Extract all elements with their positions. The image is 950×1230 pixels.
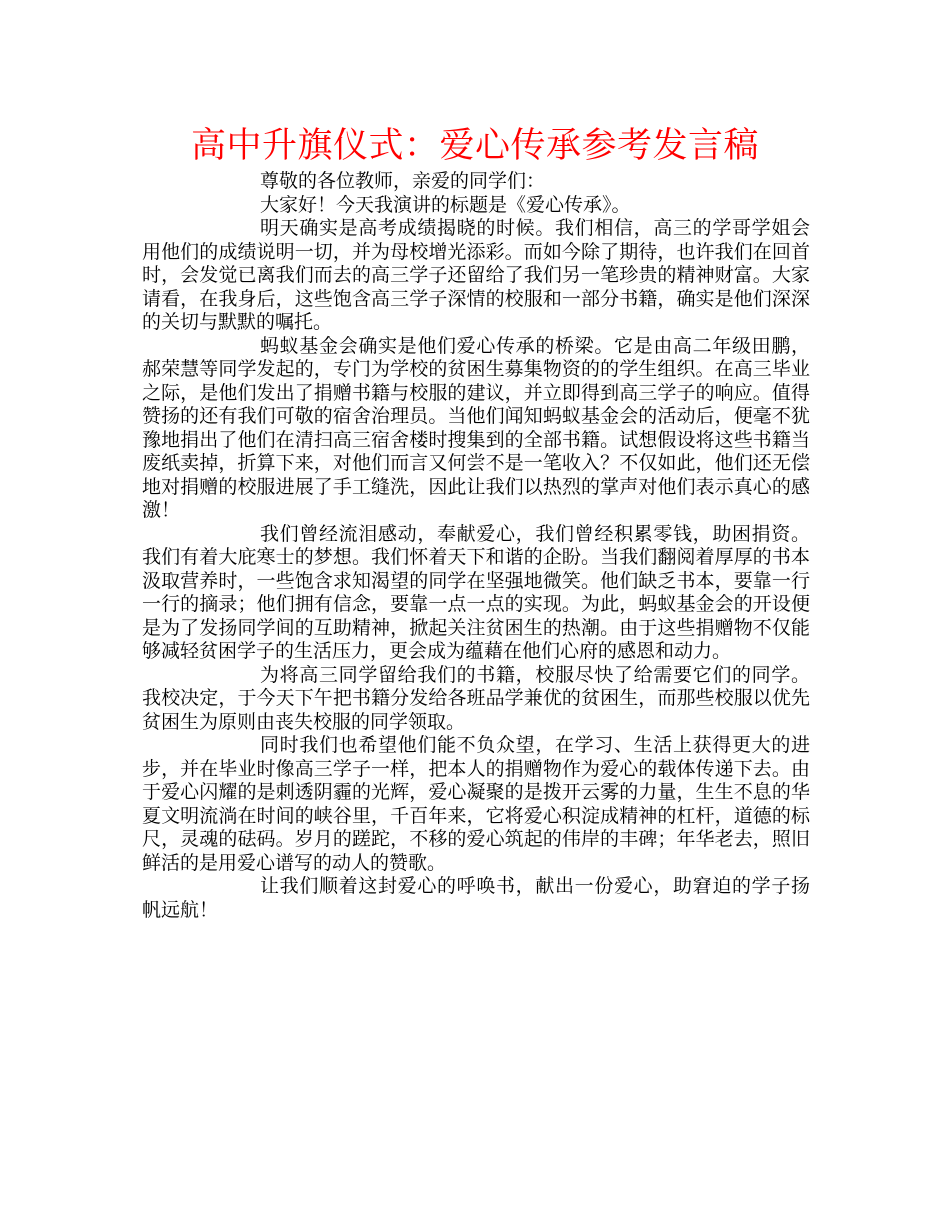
document-body (142, 170, 810, 922)
paragraph-intro: 大家好！今天我演讲的标题是《爱心传承》。 (260, 193, 631, 216)
paragraph-closing: 让我们顺着这封爱心的呼唤书，献出一份爱心，助窘迫的学子扬帆远航！ (142, 875, 810, 921)
paragraph: 明天确实是高考成绩揭晓的时候。我们相信，高三的学哥学姐会用他们的成绩说明一切，并为母校增光添彩。而如今除了期待，也许我们在回首时，会发觉已离我们而去的高三学子还留给了我们另一笔珍贵的精神财富。大家请看，在我身后，这些饱含高三学子深情的校服和一部分书籍，确实是他们深深的关切与默默的嘱托。 (142, 217, 810, 333)
paragraph: 蚂蚁基金会确实是他们爱心传承的桥梁。它是由高二年级田鹏，郝荣慧等同学发起的，专门为学校的贫困生募集物资的的学生组织。在高三毕业之际，是他们发出了捐赠书籍与校服的建议，并立即得到高三学子的响应。值得赞扬的还有我们可敬的宿舍治理员。当他们闻知蚂蚁基金会的活动后，便毫不犹豫地捐出了他们在清扫高三宿舍楼时搜集到的全部书籍。试想假设将这些书籍当废纸卖掉，折算下来，对他们而言又何尝不是一笔收入？不仅如此，他们还无偿地对捐赠的校服进展了手工缝洗，因此让我们以热烈的掌声对他们表示真心的感激！ (142, 334, 810, 521)
paragraph: 同时我们也希望他们能不负众望，在学习、生活上获得更大的进步，并在毕业时像高三学子一样，把本人的捐赠物作为爱心的载体传递下去。由于爱心闪耀的是刺透阴霾的光辉，爱心凝聚的是拨开云雾的力量，生生不息的华夏文明流淌在时间的峡谷里，千百年来，它将爱心积淀成精神的杠杆，道德的标尺，灵魂的砝码。岁月的蹉跎，不移的爱心筑起的伟岸的丰碑；年华老去，照旧鲜活的是用爱心谱写的动人的赞歌。 (142, 734, 810, 874)
paragraph-greeting: 尊敬的各位教师，亲爱的同学们： (260, 170, 546, 192)
paragraph: 我们曾经流泪感动，奉献爱心，我们曾经积累零钱，助困捐资。我们有着大庇寒士的梦想。我们怀着天下和谐的企盼。当我们翻阅着厚厚的书本汲取营养时，一些饱含求知渴望的同学在坚强地微笑。他们缺乏书本，要靠一行一行的摘录；他们拥有信念，要靠一点一点的实现。为此，蚂蚁基金会的开设便是为了发扬同学间的互助精神，掀起关注贫困生的热潮。由于这些捐赠物不仅能够减轻贫困学子的生活压力，更会成为蕴藉在他们心府的感恩和动力。 (142, 522, 810, 662)
document-title: 高中升旗仪式：爱心传承参考发言稿 (190, 126, 759, 166)
paragraph: 为将高三同学留给我们的书籍，校服尽快了给需要它们的同学。我校决定，于今天下午把书籍分发给各班品学兼优的贫困生，而那些校服以优先贫困生为原则由丧失校服的同学领取。 (142, 663, 810, 733)
